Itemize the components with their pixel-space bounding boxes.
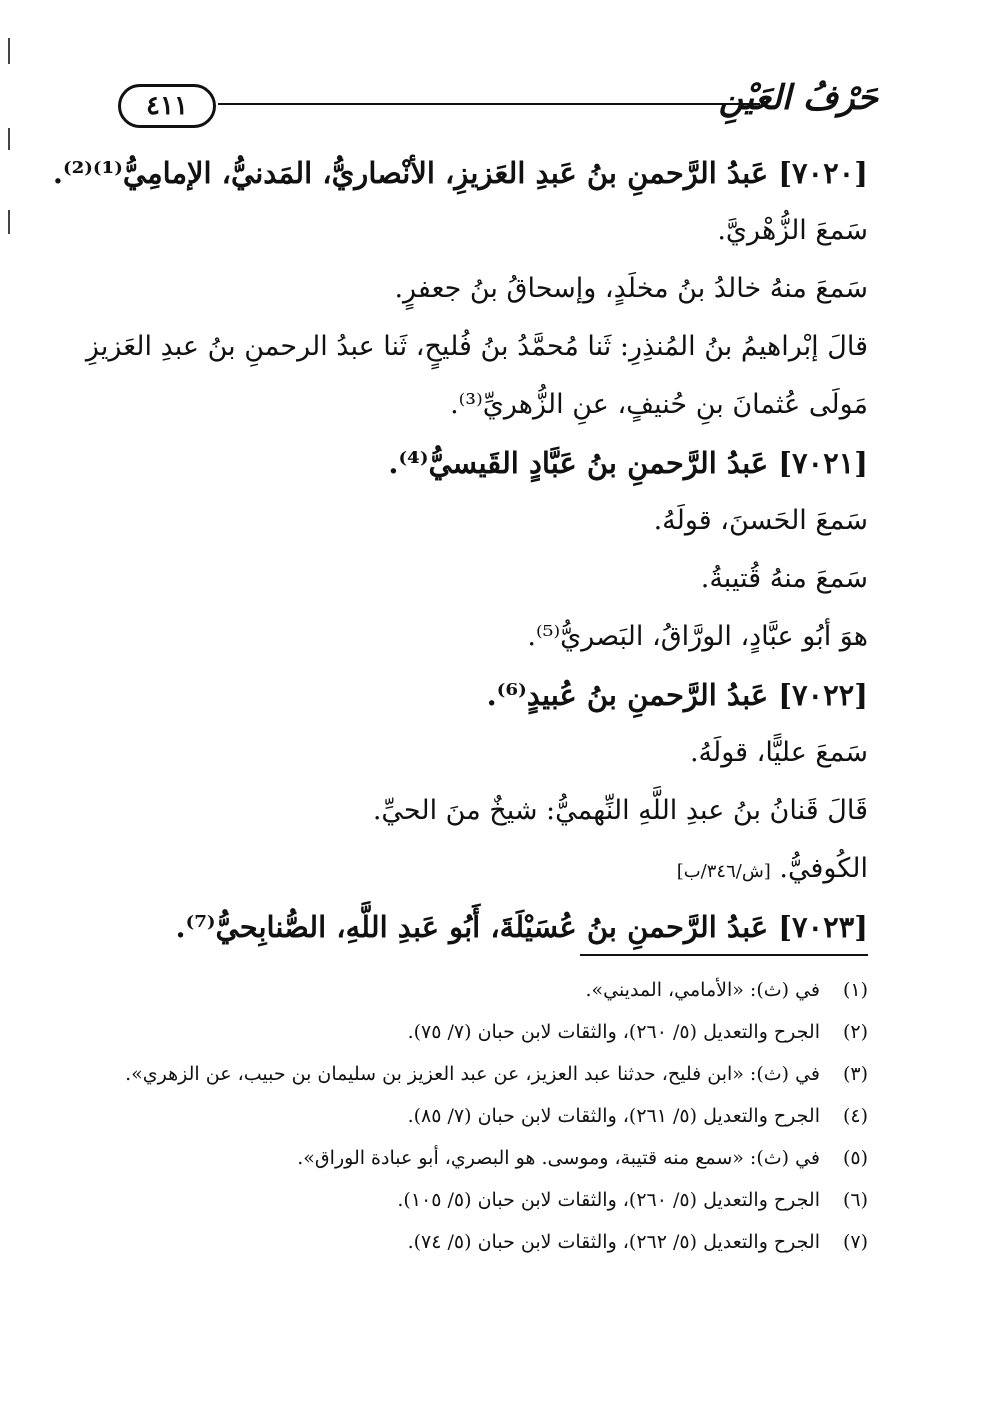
footnote xyxy=(120,1140,868,1176)
running-head: حَرْفُ العَيْنِ xyxy=(718,78,878,118)
footnote xyxy=(120,1014,868,1050)
footnote-text: الجرح والتعديل (٥/ ٢٦١)، والثقات لابن حبان (٧/ ٨٥). xyxy=(407,1105,820,1127)
footnote-number: (٥) xyxy=(842,1147,868,1169)
body-line: هوَ أبُو عبَّادٍ، الورَّاقُ، البَصريُّ⁽⁵⁾. xyxy=(527,621,868,652)
footnote-text: في (ث): «ابن فليح، حدثنا عبد العزيز، عن عبد العزيز بن سليمان بن حبيب، عن الزهري». xyxy=(125,1063,820,1085)
footnote xyxy=(120,972,868,1008)
body-line: سَمعَ منهُ قُتيبةُ. xyxy=(700,563,868,594)
body-line xyxy=(110,840,868,898)
footnote-number: (٣) xyxy=(842,1063,868,1085)
header-rule xyxy=(218,103,760,105)
footnote-number: (١) xyxy=(842,979,868,1001)
footnote-number: (٧) xyxy=(842,1231,868,1253)
margin-mark xyxy=(8,38,10,64)
footnote xyxy=(120,1224,868,1260)
footnote-text: الجرح والتعديل (٥/ ٢٦٢)، والثقات لابن حبان (٥/ ٧٤). xyxy=(407,1231,820,1253)
manuscript-reference: [ش/٣٤٦/ب] xyxy=(676,861,771,882)
entry-heading: [٧٠٢١] عَبدُ الرَّحمنِ بنُ عَبَّادٍ القَيسيُّ⁽⁴⁾. xyxy=(388,446,868,480)
entry-heading: [٧٠٢٠] عَبدُ الرَّحمنِ بنُ عَبدِ العَزيزِ، الأنْصاريُّ، المَدنيُّ، الإمامِيُّ⁽¹⁾⁽²⁾. xyxy=(52,156,868,190)
footnote-number: (٢) xyxy=(842,1021,868,1043)
entry-heading: [٧٠٢٢] عَبدُ الرَّحمنِ بنُ عُبيدٍ⁽⁶⁾. xyxy=(486,678,868,712)
body-line: قالَ إبْراهيمُ بنُ المُنذِرِ: ثَنا مُحمَّدُ بنُ فُليحٍ، ثَنا عبدُ الرحمنِ بنُ عبدِ العَزيزِ xyxy=(85,331,868,362)
entry-heading: [٧٠٢٣] عَبدُ الرَّحمنِ بنُ عُسَيْلَةَ، أَبُو عَبدِ اللَّهِ، الصُّنابِحيُّ⁽⁷⁾. xyxy=(175,910,868,944)
page-header xyxy=(118,78,878,132)
body-line: سَمعَ الحَسنَ، قولَهُ. xyxy=(653,505,868,536)
body-text xyxy=(52,144,868,956)
body-line: مَولَى عُثمانَ بنِ حُنيفٍ، عنِ الزُّهريِّ⁽³⁾. xyxy=(450,389,868,420)
footnote-number: (٦) xyxy=(842,1189,868,1211)
footnote-number: (٤) xyxy=(842,1105,868,1127)
body-line-text: الكُوفيُّ. xyxy=(779,853,868,884)
body-line: قَالَ قَنانُ بنُ عبدِ اللَّهِ النِّهميُّ: شيخٌ منَ الحيِّ. xyxy=(372,795,868,826)
body-line: سَمعَ الزُّهْريَّ. xyxy=(717,215,868,246)
margin-mark xyxy=(8,210,10,234)
footnote-text: في (ث): «سمع منه قتيبة، وموسى. هو البصري، أبو عبادة الوراق». xyxy=(297,1147,820,1169)
footnote-text: في (ث): «الأمامي، المديني». xyxy=(585,979,820,1001)
margin-mark xyxy=(8,128,10,150)
footnote xyxy=(120,1056,868,1092)
body-line: سَمعَ عليًّا، قولَهُ. xyxy=(689,737,868,768)
footnote-text: الجرح والتعديل (٥/ ٢٦٠)، والثقات لابن حبان (٧/ ٧٥). xyxy=(407,1021,820,1043)
footnote xyxy=(120,1098,868,1134)
page-number: ٤١١ xyxy=(118,84,216,128)
footnote-separator xyxy=(580,954,868,956)
footnotes xyxy=(120,972,868,1266)
body-line: سَمعَ منهُ خالدُ بنُ مخلَدٍ، وإسحاقُ بنُ جعفرٍ. xyxy=(394,273,868,304)
footnote-text: الجرح والتعديل (٥/ ٢٦٠)، والثقات لابن حبان (٥/ ١٠٥). xyxy=(397,1189,820,1211)
footnote xyxy=(120,1182,868,1218)
